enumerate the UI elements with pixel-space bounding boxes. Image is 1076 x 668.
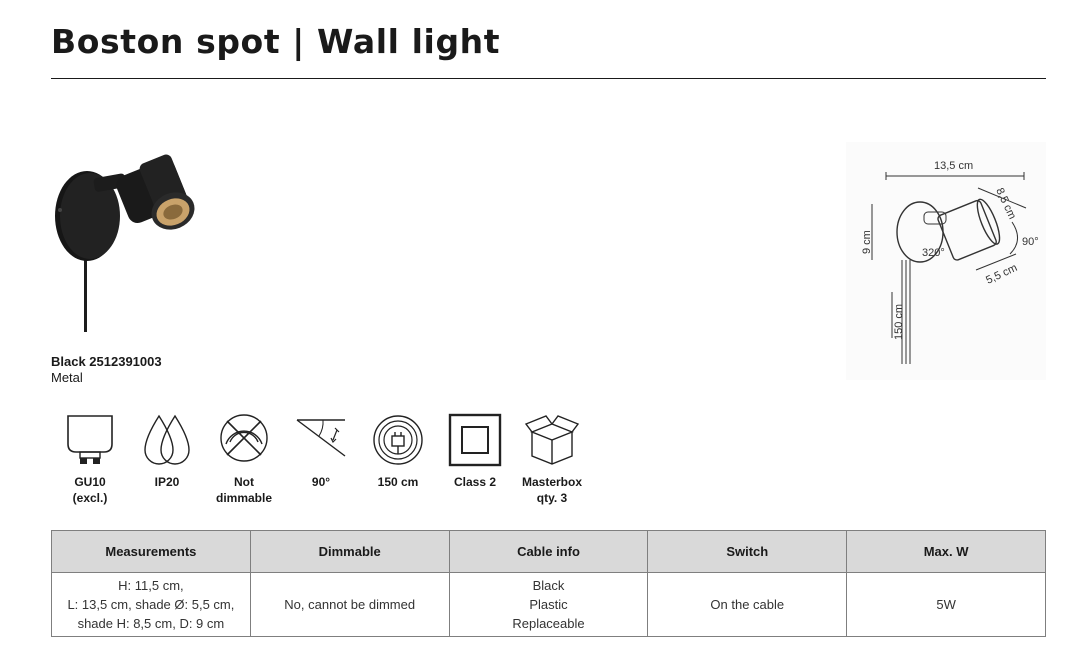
icon-label-line: (excl.)	[72, 491, 108, 505]
variant-name: Black 2512391003	[51, 354, 162, 369]
icon-cell-ip20	[127, 412, 207, 490]
class2-icon	[447, 412, 503, 468]
cell-measurements	[52, 573, 251, 637]
header-cable-info: Cable info	[449, 531, 648, 573]
cable-plug-icon	[370, 412, 426, 468]
cell-line: No, cannot be dimmed	[284, 597, 416, 612]
specs-table	[51, 530, 1046, 637]
variant-info	[51, 354, 162, 386]
cell-cable-info	[449, 573, 648, 637]
product-photo	[48, 136, 200, 336]
icon-label-line: dimmable	[215, 491, 272, 505]
icon-label-line: qty. 3	[536, 491, 568, 505]
drawing-rotation-label: 320°	[922, 247, 945, 259]
cell-line: 5W	[936, 597, 956, 612]
drawing-tilt-label: 90°	[1022, 236, 1039, 248]
icon-cell-class2	[435, 412, 515, 490]
dimension-drawing	[846, 142, 1046, 380]
cell-line: On the cable	[710, 597, 785, 612]
header-dimmable: Dimmable	[250, 531, 449, 573]
header-measurements: Measurements	[52, 531, 251, 573]
cell-dimmable	[250, 573, 449, 637]
cell-line: H: 11,5 cm,	[118, 578, 184, 593]
icon-label-line: 150 cm	[377, 475, 419, 489]
cell-max-w	[847, 573, 1046, 637]
not-dimmable-icon	[216, 412, 272, 468]
icon-cell-not-dimmable	[204, 412, 284, 506]
drawing-shade-diameter-label: 5,5 cm	[984, 261, 1020, 287]
icon-label-line: Not	[234, 475, 254, 489]
cell-line: shade H: 8,5 cm, D: 9 cm	[77, 616, 225, 631]
tilt-angle-icon	[293, 412, 349, 468]
icon-cell-gu10	[50, 412, 130, 506]
drawing-shade-height-label: 8,5 cm	[993, 186, 1019, 222]
gu10-bulb-icon	[62, 412, 118, 468]
variant-material: Metal	[51, 370, 83, 385]
icon-cell-masterbox	[512, 412, 592, 506]
drawing-cable-label: 150 cm	[893, 303, 905, 340]
icon-label-line: Masterbox	[521, 475, 583, 489]
cell-line: Plastic	[529, 597, 568, 612]
table-header-row	[52, 531, 1046, 573]
masterbox-icon	[524, 412, 580, 468]
title-divider	[51, 78, 1046, 79]
icon-label-line: IP20	[154, 475, 180, 489]
table-row	[52, 573, 1046, 637]
cell-line: Replaceable	[512, 616, 585, 631]
drawing-height-label: 9 cm	[861, 230, 873, 254]
header-switch: Switch	[648, 531, 847, 573]
cell-line: L: 13,5 cm, shade Ø: 5,5 cm,	[67, 597, 235, 612]
icon-label-line: 90°	[311, 475, 331, 489]
icon-cell-tilt	[281, 412, 361, 490]
cell-switch	[648, 573, 847, 637]
icon-cell-cable	[358, 412, 438, 490]
drawing-width-label: 13,5 cm	[934, 160, 974, 172]
page-title: Boston spot | Wall light	[51, 22, 501, 61]
header-max-w: Max. W	[847, 531, 1046, 573]
icon-label-line: GU10	[74, 475, 106, 489]
icon-label-line: Class 2	[453, 475, 497, 489]
cell-line: Black	[532, 578, 565, 593]
ip20-drops-icon	[139, 412, 195, 468]
